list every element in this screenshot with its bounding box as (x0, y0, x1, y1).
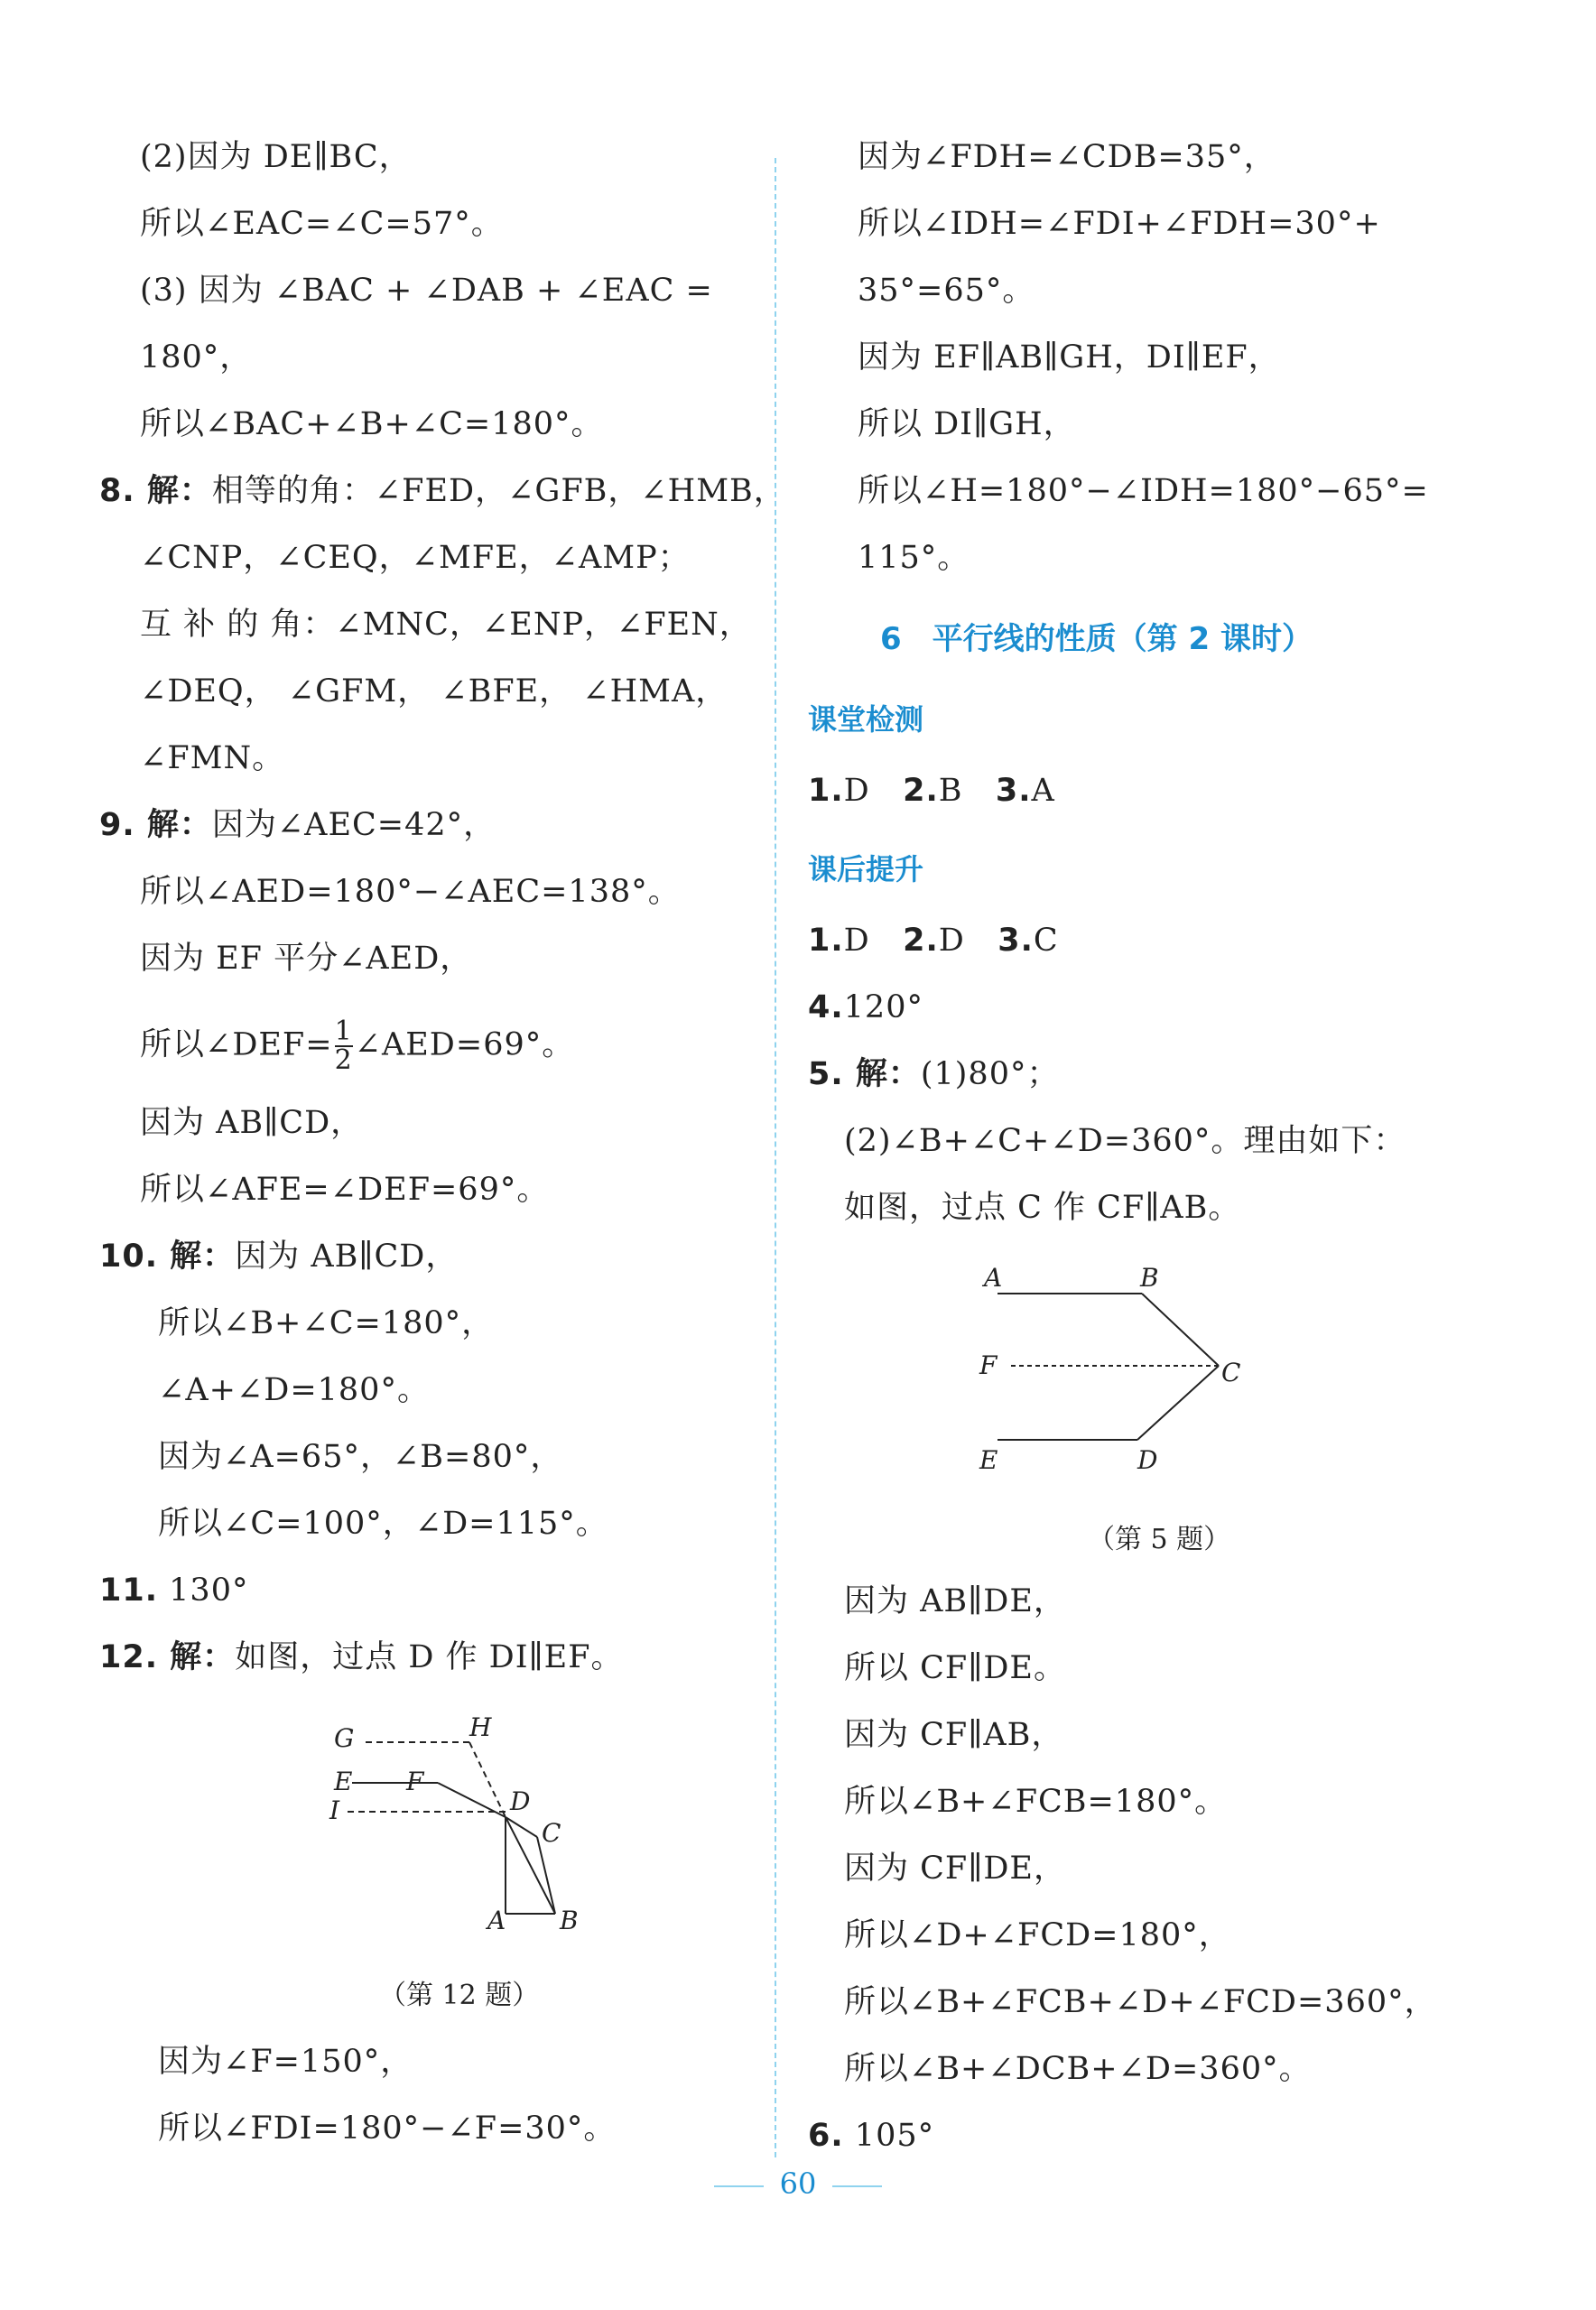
label-b: B (560, 1906, 579, 1935)
text-line: (2)∠B+∠C+∠D=360°。理由如下： (844, 1123, 1406, 1159)
fraction-line: 所以∠DEF= $\frac{1}{2}$ ∠AED=69°。 (140, 1016, 575, 1076)
text-line: 115°。 (858, 540, 970, 576)
segment-hd-dashed (469, 1742, 506, 1817)
figure-12-diagram (325, 1711, 623, 1936)
text-line: ∠A+∠D=180°。 (158, 1372, 430, 1408)
text-line: 所以∠B+∠FCB+∠D+∠FCD=360°， (844, 1984, 1437, 2020)
page-number: 60 (0, 2166, 1596, 2201)
figure-12-caption: （第 12 题） (379, 1980, 540, 2011)
label-d: D (1137, 1445, 1158, 1475)
subsection-in-class-check: 课堂检测 (808, 702, 924, 737)
label-d: D (510, 1786, 531, 1816)
label-i: I (329, 1795, 340, 1825)
text-line: 所以∠H=180°−∠IDH=180°−65°= (858, 473, 1429, 509)
text-line: ∠FMN。 (140, 740, 285, 776)
label-e: E (979, 1445, 998, 1475)
figure-5-diagram (979, 1259, 1250, 1494)
text-line: (2)因为 DE∥BC， (140, 139, 412, 175)
text-line: 所以 DI∥GH， (858, 406, 1076, 442)
text-line: 所以∠B+∠C=180°， (158, 1305, 495, 1341)
page-number-dash-left (714, 2185, 764, 2187)
question-12: 12. 解：如图，过点 D 作 DI∥EF。 (99, 1639, 624, 1675)
text-line: 因为 EF∥AB∥GH，DI∥EF， (858, 339, 1281, 376)
text-line: 所以∠AFE=∠DEF=69°。 (140, 1172, 550, 1208)
answers-after-class: 1.D 2.D 3.C (808, 923, 1059, 959)
text-line: 因为∠A=65°，∠B=80°， (158, 1439, 563, 1475)
figure-5-caption: （第 5 题） (1088, 1524, 1231, 1555)
text-line: 因为 AB∥CD， (140, 1105, 364, 1141)
answers-in-class: 1.D 2.B 3.A (808, 773, 1055, 809)
question-9: 9. 解：因为∠AEC=42°， (99, 807, 496, 843)
text-line: ∠CNP，∠CEQ，∠MFE，∠AMP； (140, 540, 691, 576)
text-line: 因为 CF∥DE， (844, 1851, 1066, 1887)
text-line: 所以∠B+∠DCB+∠D=360°。 (844, 2051, 1312, 2087)
label-f: F (406, 1767, 424, 1796)
text-line: (3) 因为 ∠BAC + ∠DAB + ∠EAC = (140, 273, 713, 309)
text-line: 所以∠D+∠FCD=180°， (844, 1917, 1231, 1953)
text-line: 所以 CF∥DE。 (844, 1650, 1066, 1686)
segment-cb (537, 1837, 555, 1914)
subsection-after-class: 课后提升 (808, 852, 924, 886)
label-b: B (1140, 1263, 1159, 1293)
text-line: 180°， (140, 339, 253, 376)
question-11: 11. 130° (99, 1572, 249, 1609)
text-line: 所以∠FDI=180°−∠F=30°。 (158, 2111, 617, 2147)
label-c: C (1221, 1358, 1241, 1387)
label-e: E (334, 1767, 353, 1796)
text-line: 所以∠B+∠FCB=180°。 (844, 1784, 1228, 1820)
question-5: 5. 解：(1)80°； (808, 1056, 1060, 1092)
text-line: 因为∠FDH=∠CDB=35°， (858, 139, 1276, 175)
text-line: 因为 CF∥AB， (844, 1717, 1064, 1753)
fraction: $\frac{1}{2}$ (334, 1016, 353, 1076)
text-line: 所以∠EAC=∠C=57°。 (140, 206, 504, 242)
question-10: 10. 解：因为 AB∥CD， (99, 1238, 459, 1275)
question-8: 8. 解：相等的角：∠FED，∠GFB，∠HMB， (99, 473, 786, 509)
text-line: 因为∠F=150°， (158, 2044, 413, 2080)
question-4: 4.120° (808, 989, 923, 1025)
label-h: H (469, 1712, 492, 1742)
label-g: G (334, 1723, 355, 1753)
section-title: 6 平行线的性质（第 2 课时） (880, 621, 1313, 657)
label-c: C (542, 1818, 561, 1848)
text-line: 所以∠C=100°，∠D=115°。 (158, 1506, 608, 1542)
label-a: A (487, 1906, 506, 1935)
text-line: 因为 EF 平分∠AED， (140, 941, 473, 977)
segment-cd (1137, 1366, 1219, 1440)
question-6: 6. 105° (808, 2118, 935, 2154)
column-divider (775, 158, 776, 2157)
label-f: F (979, 1350, 998, 1380)
text-line: ∠DEQ， ∠GFM， ∠BFE， ∠HMA， (140, 673, 728, 710)
text-line: 35°=65°。 (858, 273, 1035, 309)
page-number-dash-right (832, 2185, 882, 2187)
text-line: 所以∠AED=180°−∠AEC=138°。 (140, 874, 681, 910)
segment-bc (1142, 1294, 1219, 1366)
text-line: 所以∠IDH=∠FDI+∠FDH=30°+ (858, 206, 1381, 242)
text-line: 如图，过点 C 作 CF∥AB。 (844, 1190, 1241, 1226)
text-line: 互 补 的 角：∠MNC，∠ENP，∠FEN， (140, 607, 752, 643)
text-line: 因为 AB∥DE， (844, 1583, 1066, 1619)
label-a: A (984, 1263, 1003, 1293)
text-line: 所以∠BAC+∠B+∠C=180°。 (140, 406, 604, 442)
